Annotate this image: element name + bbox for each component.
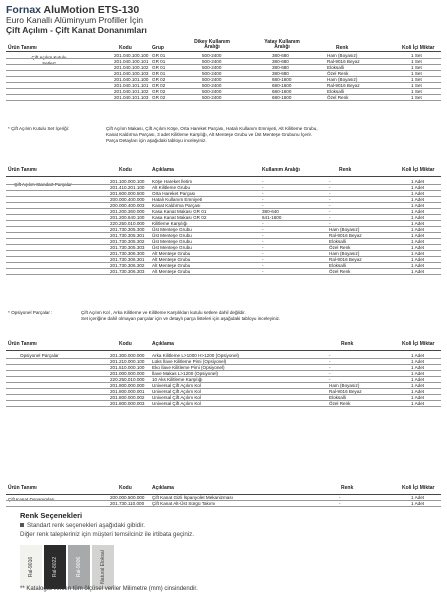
swatch-label: Ral-9016 [28, 556, 34, 578]
cell-dikey: 500-2400 [202, 71, 222, 76]
cell-koli: 1 Adet [411, 257, 425, 262]
cell-aciklama: Universal Çift Açılım Kol [152, 401, 202, 406]
product-name: AluMotion ETS-130 [43, 4, 140, 16]
cell-koli: 1 Adet [411, 263, 425, 268]
table-row [6, 395, 441, 401]
table-row [6, 215, 441, 221]
cell-aciklama: Universal Çift Açılım Kol [152, 383, 202, 388]
cell-koli: 1 Adet [411, 359, 425, 364]
col-dikey: Dikey Kullanım Aralığı [194, 39, 230, 51]
cell-koli: 1 Set [411, 71, 422, 76]
cell-kodu: 201.730.305.303 [110, 245, 145, 250]
table-header [6, 342, 441, 351]
cell-dikey: 500-2400 [202, 89, 222, 94]
product-label: Opsiyonel Parçalar [20, 353, 59, 358]
col-aciklama: Açıklama [152, 485, 174, 491]
note-line-2: Kanat Kaldırma Parçası, 3 adet Kilitleme Karşılığı, Alt Menteşe Grubu ve Üst Menteşe Grubunu İçerir. [106, 132, 313, 137]
col-koli: Koli İçi Miktar [402, 485, 435, 491]
cell-koli: 1 Adet [411, 209, 425, 214]
cell-renk: - [329, 203, 331, 208]
cell-renk: Özel Renk [329, 245, 351, 250]
table-row [6, 401, 441, 407]
cell-aciklama: Üst Menteşe Grubu [152, 233, 192, 238]
col-renk: Renk [341, 341, 354, 347]
cell-renk: Özel Renk [327, 95, 349, 100]
cell-yatay: 680-1600 [272, 83, 292, 88]
cell-kodu: 201.100.000.100 [110, 179, 145, 184]
color-swatch [20, 545, 42, 589]
cell-renk: Ral-9016 Beyaz [327, 59, 360, 64]
cell-kodu: 201.800.000.001 [110, 389, 145, 394]
col-koli: Koli İçi Miktar [402, 167, 435, 173]
table-row [6, 353, 441, 359]
cell-koli: 1 Adet [411, 215, 425, 220]
table-row [6, 269, 441, 275]
cell-yatay: 680-1600 [272, 77, 292, 82]
cell-aciklama: Arka Kilitleme L>1000 H>1200 (Opsiyonel) [152, 353, 240, 358]
swatch-label: Ral-9006 [76, 556, 82, 578]
cell-renk: - [329, 353, 331, 358]
cell-kodu: 201.410.201.100 [110, 185, 145, 190]
cell-aciklama: Üst Menteşe Grubu [152, 227, 192, 232]
table-row [6, 227, 441, 233]
cell-koli: 1 Set [411, 95, 422, 100]
cell-aciklama: Üst Menteşe Grubu [152, 245, 192, 250]
cell-renk: Ral-9016 Beyaz [329, 257, 362, 262]
cell-koli: 1 Adet [411, 185, 425, 190]
cell-koli: 1 Adet [411, 251, 425, 256]
cell-renk: Eloksalli [329, 395, 346, 400]
table-row [6, 83, 441, 89]
cell-aciklama: Kanat Kaldırma Parçası [152, 203, 201, 208]
cell-renk: - [339, 495, 341, 500]
table-row [6, 203, 441, 209]
cell-renk: - [329, 221, 331, 226]
cell-koli: 1 Adet [411, 203, 425, 208]
cell-kullanim: - [262, 227, 264, 232]
cell-kodu: 201.040.101.102 [114, 89, 149, 94]
col-kodu: Kodu [119, 167, 132, 173]
cell-kodu: 201.040.100.101 [114, 59, 149, 64]
table-row [6, 71, 441, 77]
cell-koli: 1 Adet [411, 501, 425, 506]
table-row [6, 365, 441, 371]
table-row [6, 179, 441, 185]
table-row [6, 245, 441, 251]
color-swatch [92, 545, 114, 589]
note-label: * Opsiyonel Parçalar : [8, 310, 53, 315]
cell-grup: GR 01 [152, 59, 166, 64]
cell-koli: 1 Set [411, 83, 422, 88]
cell-renk: Ham (Boyasız) [329, 227, 360, 232]
col-koli: Koli İçi Miktar [402, 341, 435, 347]
cell-renk: - [329, 185, 331, 190]
cell-kodu: 200.000.400.003 [110, 203, 145, 208]
col-urun: Ürün Tanımı [8, 341, 37, 347]
cell-renk: Ral-9016 Beyaz [329, 233, 362, 238]
cell-kullanim: - [262, 197, 264, 202]
cell-renk: Eloksalli [329, 239, 346, 244]
subtitle-bold-line: Çift Açılım - Çift Kanat Donanımları [6, 24, 147, 35]
cell-renk: - [329, 359, 331, 364]
cell-kodu: 201.000.000.000 [110, 371, 145, 376]
cell-aciklama: Universal Çift Açılım Kol [152, 389, 202, 394]
footer-note: ** Katalogta verilen tüm ölçüsel veriler Milimetre (mm) cinsindendir. [20, 586, 198, 592]
cell-kodu: 201.200.640.100 [110, 215, 145, 220]
cell-kodu: 201.800.000.003 [110, 401, 145, 406]
cell-yatay: 380-680 [272, 71, 289, 76]
cell-grup: GR 01 [152, 53, 166, 58]
cell-renk: Özel Renk [329, 401, 351, 406]
cell-aciklama: Kasa Kanat Makası GR 02 [152, 215, 207, 220]
cell-yatay: 380-680 [272, 53, 289, 58]
cell-yatay: 380-680 [272, 65, 289, 70]
cell-renk: Özel Renk [329, 269, 351, 274]
table-row [6, 383, 441, 389]
cell-renk: - [329, 365, 331, 370]
col-urun: Ürün Tanımı [8, 485, 37, 491]
cell-koli: 1 Adet [411, 239, 425, 244]
cell-dikey: 500-2400 [202, 59, 222, 64]
cell-koli: 1 Adet [411, 495, 425, 500]
cell-koli: 1 Set [411, 59, 422, 64]
cell-renk: Ham (Boyasız) [327, 53, 358, 58]
table-row [6, 77, 441, 83]
cell-aciklama: Universal Çift Açılım Kol [152, 395, 202, 400]
table-row [6, 239, 441, 245]
cell-renk: Ral-9016 Beyaz [329, 389, 362, 394]
cell-kullanim: - [262, 239, 264, 244]
cell-koli: 1 Adet [411, 233, 425, 238]
cell-kullanim: - [262, 257, 264, 262]
table-row [6, 371, 441, 377]
cell-kodu: 201.200.360.000 [110, 209, 145, 214]
cell-kodu: 201.730.305.301 [110, 233, 145, 238]
cell-aciklama: Köşe Hareket İletim [152, 179, 193, 184]
cell-renk: Ham (Boyasız) [329, 383, 360, 388]
cell-koli: 1 Set [411, 53, 422, 58]
renk-title: Renk Seçenekleri [20, 511, 83, 520]
cell-kullanim: - [262, 263, 264, 268]
opsiyonel-parcalar-table [6, 342, 441, 414]
kutulu-set-table [6, 39, 441, 143]
cell-grup: GR 02 [152, 77, 166, 82]
table-row [6, 233, 441, 239]
cell-kullanim: - [262, 233, 264, 238]
table-row [6, 59, 441, 65]
cell-kodu: 201.730.305.302 [110, 239, 145, 244]
cell-renk: Eloksalli [327, 65, 344, 70]
page-header [6, 4, 147, 36]
table-row [6, 251, 441, 257]
cell-renk: Ral-9016 Beyaz [327, 83, 360, 88]
cell-renk: Eloksalli [327, 89, 344, 94]
cell-aciklama: Çift Kanat Alt-Üst Sürgü Takımı [152, 501, 216, 506]
cell-aciklama: Alt Menteşe Grubu [152, 257, 191, 262]
cell-kullanim: 380-640 [262, 209, 279, 214]
cell-kodu: 201.040.101.103 [114, 95, 149, 100]
cell-grup: GR 02 [152, 95, 166, 100]
cell-aciklama: Alt Menteşe Grubu [152, 269, 191, 274]
cell-kodu: 201.300.000.000 [110, 353, 145, 358]
cell-koli: 1 Adet [411, 191, 425, 196]
cell-dikey: 500-2400 [202, 83, 222, 88]
swatch-label: Ral-8022 [52, 556, 58, 578]
product-label: Çift Kanat Donanımları [8, 497, 55, 502]
table-row [6, 359, 441, 365]
col-yatay: Yatay Kullanım Aralığı [264, 39, 300, 51]
cell-renk: Ham (Boyasız) [327, 77, 358, 82]
table-row [6, 53, 441, 59]
table-header [6, 40, 441, 52]
cell-kodu: 201.800.000.000 [110, 383, 145, 388]
cell-koli: 1 Adet [411, 401, 425, 406]
cell-renk: Ham (Boyasız) [329, 251, 360, 256]
cell-kullanim: - [262, 191, 264, 196]
bullet-square-icon [20, 523, 24, 527]
table-row [6, 495, 441, 501]
cell-grup: GR 02 [152, 89, 166, 94]
cell-aciklama: Kilitleme Karşılığı [152, 221, 188, 226]
cell-kodu: 201.040.100.103 [114, 71, 149, 76]
cell-yatay: 380-680 [272, 59, 289, 64]
cell-kodu: 201.210.000.100 [110, 359, 145, 364]
cell-aciklama: Hatalı Kullanım Emniyeti [152, 197, 203, 202]
cell-kodu: 201.730.110.000 [110, 501, 145, 506]
table-header [6, 486, 441, 495]
cell-kullanim: - [262, 179, 264, 184]
table-row [6, 191, 441, 197]
cell-kodu: 201.730.306.303 [110, 269, 145, 274]
cell-aciklama: Kasa Kanat Makası GR 01 [152, 209, 207, 214]
cell-aciklama: Alt Menteşe Grubu [152, 251, 191, 256]
cell-koli: 1 Adet [411, 221, 425, 226]
cell-aciklama: 10 Aks Kilitleme Karşılığı [152, 377, 203, 382]
table-row [6, 209, 441, 215]
product-label: Çift Açılım Kutulu Setler* [31, 55, 67, 66]
cell-renk: - [329, 215, 331, 220]
cell-kodu: 201.730.306.302 [110, 263, 145, 268]
cell-koli: 1 Set [411, 89, 422, 94]
cell-kodu: 201.040.100.100 [114, 53, 149, 58]
cell-koli: 1 Adet [411, 377, 425, 382]
cell-renk: - [329, 197, 331, 202]
subtitle-line: Euro Kanallı Alüminyum Profiller İçin [6, 15, 144, 26]
note-line-3: Parça Detayları için aşağıdaki tabloyu inceleyiniz. [106, 138, 207, 143]
table-row [6, 89, 441, 95]
cell-renk: - [329, 209, 331, 214]
cell-kullanim: - [262, 221, 264, 226]
product-label: Çift Açılım Standart Parçalar [14, 182, 72, 187]
table-row [6, 377, 441, 383]
cell-koli: 1 Adet [411, 371, 425, 376]
cell-kullanim: - [262, 185, 264, 190]
note-label: * Çift Açılım Kutulu Set İçeriği: [8, 126, 70, 131]
color-swatch [68, 545, 90, 589]
cell-koli: 1 Adet [411, 227, 425, 232]
table-row [6, 389, 441, 395]
cell-kodu: 201.730.306.300 [110, 251, 145, 256]
cell-grup: GR 01 [152, 65, 166, 70]
col-renk: Renk [341, 485, 354, 491]
cell-renk: Özel Renk [327, 71, 349, 76]
cell-renk: - [329, 179, 331, 184]
col-kodu: Kodu [119, 45, 132, 51]
cell-kodu: 220.250.010.000 [110, 221, 145, 226]
col-kodu: Kodu [119, 485, 132, 491]
cell-koli: 1 Adet [411, 245, 425, 250]
cell-koli: 1 Adet [411, 269, 425, 274]
table-header [6, 168, 441, 177]
swatch-label: Natural Eloksal [100, 550, 106, 584]
cell-koli: 1 Adet [411, 197, 425, 202]
note-line-1: Çift Açılım Kol , Arka Kilitleme ve Kilitleme Karşılıkları kutulu setlere dahil değildir. [81, 310, 246, 315]
cell-dikey: 500-2400 [202, 77, 222, 82]
col-aciklama: Açıklama [152, 341, 174, 347]
table-row [6, 221, 441, 227]
cell-koli: 1 Adet [411, 365, 425, 370]
cell-dikey: 500-2400 [202, 65, 222, 70]
col-renk: Renk [339, 167, 352, 173]
cell-grup: GR 02 [152, 83, 166, 88]
table-row [6, 185, 441, 191]
col-aciklama: Açıklama [152, 167, 174, 173]
cell-koli: 1 Adet [411, 383, 425, 388]
cell-aciklama: Üst Menteşe Grubu [152, 239, 192, 244]
note-line-1: Çift Açılım Makası, Çift Açılım Köşe, Orta Hareket Parçası, Hatalı Kullanım Emniyeti, Alt Kilitleme Grubu, [106, 126, 318, 131]
cell-kodu: 201.040.101.100 [114, 77, 149, 82]
cell-dikey: 500-2400 [202, 95, 222, 100]
cell-kodu: 201.600.000.500 [110, 191, 145, 196]
cell-aciklama: Eko İlave Kilitleme Pimi (Opsiyonel) [152, 365, 225, 370]
cell-kodu: 200.000.500.000 [110, 495, 145, 500]
col-renk: Renk [336, 45, 349, 51]
cell-kodu: 201.510.000.100 [110, 365, 145, 370]
table-row [6, 95, 441, 101]
col-urun: Ürün Tanımı [8, 45, 37, 51]
renk-line-2: Diğer renk talepleriniz için müşteri temsilciniz ile irtibata geçiniz. [20, 531, 194, 538]
cell-kullanim: - [262, 251, 264, 256]
cell-yatay: 680-1600 [272, 89, 292, 94]
cell-aciklama: Lüks İlave Kilitleme Pimi (Opsiyonel) [152, 359, 227, 364]
cell-kullanim: - [262, 269, 264, 274]
cell-grup: GR 01 [152, 71, 166, 76]
cell-kodu: 201.040.100.102 [114, 65, 149, 70]
cell-kodu: 201.800.000.002 [110, 395, 145, 400]
cell-kodu: 201.730.306.301 [110, 257, 145, 262]
cell-renk: - [329, 191, 331, 196]
table-row [6, 501, 441, 507]
col-koli: Koli İçi Miktar [402, 45, 435, 51]
cell-yatay: 680-1600 [272, 95, 292, 100]
renk-line-1 [20, 522, 145, 529]
cell-aciklama: Orta Hareket Parçası [152, 191, 196, 196]
cell-koli: 1 Adet [411, 389, 425, 394]
cell-kullanim: 641-1600 [262, 215, 282, 220]
cell-koli: 1 Adet [411, 353, 425, 358]
cell-aciklama: İlave Makas L>1200 (Opsiyonel) [152, 371, 219, 376]
cell-kullanim: - [262, 245, 264, 250]
table-row [6, 197, 441, 203]
cell-koli: 1 Adet [411, 179, 425, 184]
cell-kodu: 200.000.400.000 [110, 197, 145, 202]
renk-line-1-text: Standart renk seçenekleri aşağıdaki gibidir. [27, 522, 145, 529]
table-row [6, 257, 441, 263]
cell-renk: - [339, 501, 341, 506]
cell-kullanim: - [262, 203, 264, 208]
cell-kodu: 201.040.101.101 [114, 83, 149, 88]
cell-renk: Eloksalli [329, 263, 346, 268]
cell-koli: 1 Set [411, 65, 422, 70]
brand-name: Fornax [6, 4, 42, 16]
cift-kanat-table [6, 486, 441, 508]
cell-aciklama: Çift Kanat Gizli İspanyolet Mekanizması [152, 495, 233, 500]
col-urun: Ürün Tanımı [8, 167, 37, 173]
cell-kodu: 201.730.305.300 [110, 227, 145, 232]
col-kodu: Kodu [119, 341, 132, 347]
table-row [6, 65, 441, 71]
cell-kodu: 220.250.010.000 [110, 377, 145, 382]
cell-aciklama: Alt Menteşe Grubu [152, 263, 191, 268]
cell-aciklama: Alt Kilitleme Grubu [152, 185, 191, 190]
note-line-2: Set içeriğine dahil olmayan parçalar için ve detaylı parça listeleri için aşağıdaki tabloyu inceleyiniz. [81, 316, 281, 321]
standart-parcalar-table [6, 168, 441, 328]
color-swatch [44, 545, 66, 589]
col-grup: Grup [152, 45, 164, 51]
col-kullanim: Kullanım Aralığı [262, 167, 300, 173]
cell-koli: 1 Set [411, 77, 422, 82]
cell-renk: - [329, 377, 331, 382]
table-row [6, 263, 441, 269]
cell-renk: - [329, 371, 331, 376]
cell-dikey: 500-2400 [202, 53, 222, 58]
cell-koli: 1 Adet [411, 395, 425, 400]
